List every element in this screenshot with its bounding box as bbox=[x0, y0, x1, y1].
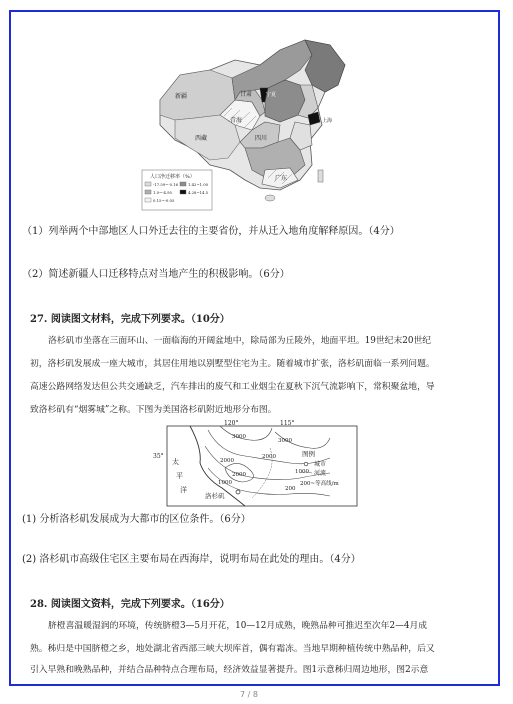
svg-text:城市: 城市 bbox=[314, 461, 327, 468]
label-xinjiang: 新疆 bbox=[175, 93, 188, 100]
q27-line-2: 初，洛杉矶发展成一座大城市，其居住用地以别墅型住宅为主。随着城市扩张，洛杉矶面临一系列问题。 bbox=[30, 359, 435, 369]
city-los-angeles bbox=[236, 490, 240, 494]
q27-line-1: 洛杉矶市坐落在三面环山、一面临海的开阔盆地中，除局部为丘陵外，地面平坦。19世纪末20世纪 bbox=[48, 336, 432, 346]
svg-text:4.28~14.5: 4.28~14.5 bbox=[188, 190, 209, 195]
label-qinghai: 青海 bbox=[230, 117, 243, 124]
q26-part1: （1）列举两个中部地区人口外迁去往的主要省份，并从迁入地角度解释原因。（4分） bbox=[22, 226, 400, 237]
svg-text:200~等高线/m: 200~等高线/m bbox=[300, 481, 339, 487]
svg-text:1.0~-4.95: 1.0~-4.95 bbox=[153, 190, 172, 195]
sea-label-2: 平 bbox=[176, 472, 183, 480]
svg-text:3000: 3000 bbox=[232, 434, 246, 440]
map1-legend-title: 人口净迁移率（%） bbox=[150, 174, 195, 180]
q28-line-3: 引入早熟和晚熟品种，并结合品种特点合理布局，经济效益显著提升。图1示意秭归周边地形，图2示意 bbox=[30, 665, 429, 675]
svg-text:1.42~1.00: 1.42~1.00 bbox=[188, 182, 209, 187]
q27-line-3: 高速公路网络发达但公共交通缺乏，汽车排出的废气和工业烟尘在夏秋下沉气流影响下，常积聚盆地，导 bbox=[30, 382, 435, 392]
label-sichuan: 四川 bbox=[255, 135, 268, 142]
svg-text:2000: 2000 bbox=[262, 454, 276, 460]
q27-part2: (2) 洛杉矶市高级住宅区主要布局在西海岸，说明布局在此处的理由。（4分） bbox=[22, 554, 361, 565]
label-shanghai: 上海 bbox=[322, 118, 333, 124]
svg-text:1000: 1000 bbox=[295, 469, 309, 475]
q27-title: 27. 阅读图文材料，完成下列要求。（10分） bbox=[30, 314, 230, 325]
los-angeles-terrain-map bbox=[150, 418, 365, 508]
label-ningxia: 宁夏 bbox=[266, 92, 277, 98]
lat-label: 35° bbox=[153, 453, 164, 460]
q28-line-1: 脐橙喜温暖湿润的环境，传统脐橙3—5月开花，10—12月成熟，晚熟品种可推迟至次年2—4月成 bbox=[48, 621, 428, 631]
label-tibet: 西藏 bbox=[195, 135, 208, 142]
lon-right-label: 115° bbox=[280, 420, 295, 427]
q28-line-2: 熟。秭归是中国脐橙之乡，地处湖北省西部三峡大坝库首，偶有霜冻。当地早期种植传统中熟品种，后又 bbox=[30, 644, 435, 654]
svg-text:-17.59~-0.16: -17.59~-0.16 bbox=[153, 182, 179, 187]
lon-left-label: 120° bbox=[224, 420, 239, 427]
sea-label-1: 太 bbox=[172, 458, 179, 466]
svg-text:2000: 2000 bbox=[232, 472, 246, 478]
svg-text:2000: 2000 bbox=[220, 458, 234, 464]
svg-text:3000: 3000 bbox=[278, 438, 292, 444]
label-guangdong: 广东 bbox=[275, 175, 288, 182]
china-migration-map bbox=[140, 30, 385, 215]
svg-text:200: 200 bbox=[285, 486, 296, 492]
map2-legend-title: 图例 bbox=[302, 450, 315, 458]
q27-line-4: 致洛杉矶有“烟雾城”之称。下图为美国洛杉矶附近地形分布图。 bbox=[30, 405, 277, 415]
svg-text:0.15~-0.05: 0.15~-0.05 bbox=[153, 198, 175, 203]
sea-label-3: 洋 bbox=[180, 486, 187, 494]
city-label: 洛杉矶 bbox=[205, 492, 225, 500]
svg-text:河流: 河流 bbox=[314, 470, 327, 477]
q26-part2: （2）简述新疆人口迁移特点对当地产生的积极影响。（6分） bbox=[22, 269, 290, 280]
q28-title: 28. 阅读图文资料，完成下列要求。（16分） bbox=[30, 599, 230, 610]
q27-part1: (1) 分析洛杉矶发展成为大都市的区位条件。（6分） bbox=[22, 514, 251, 525]
label-gansu: 甘肃 bbox=[240, 91, 253, 98]
page-number: 7 / 8 bbox=[240, 690, 258, 699]
svg-text:1000: 1000 bbox=[218, 480, 232, 486]
map1-legend bbox=[142, 170, 212, 210]
